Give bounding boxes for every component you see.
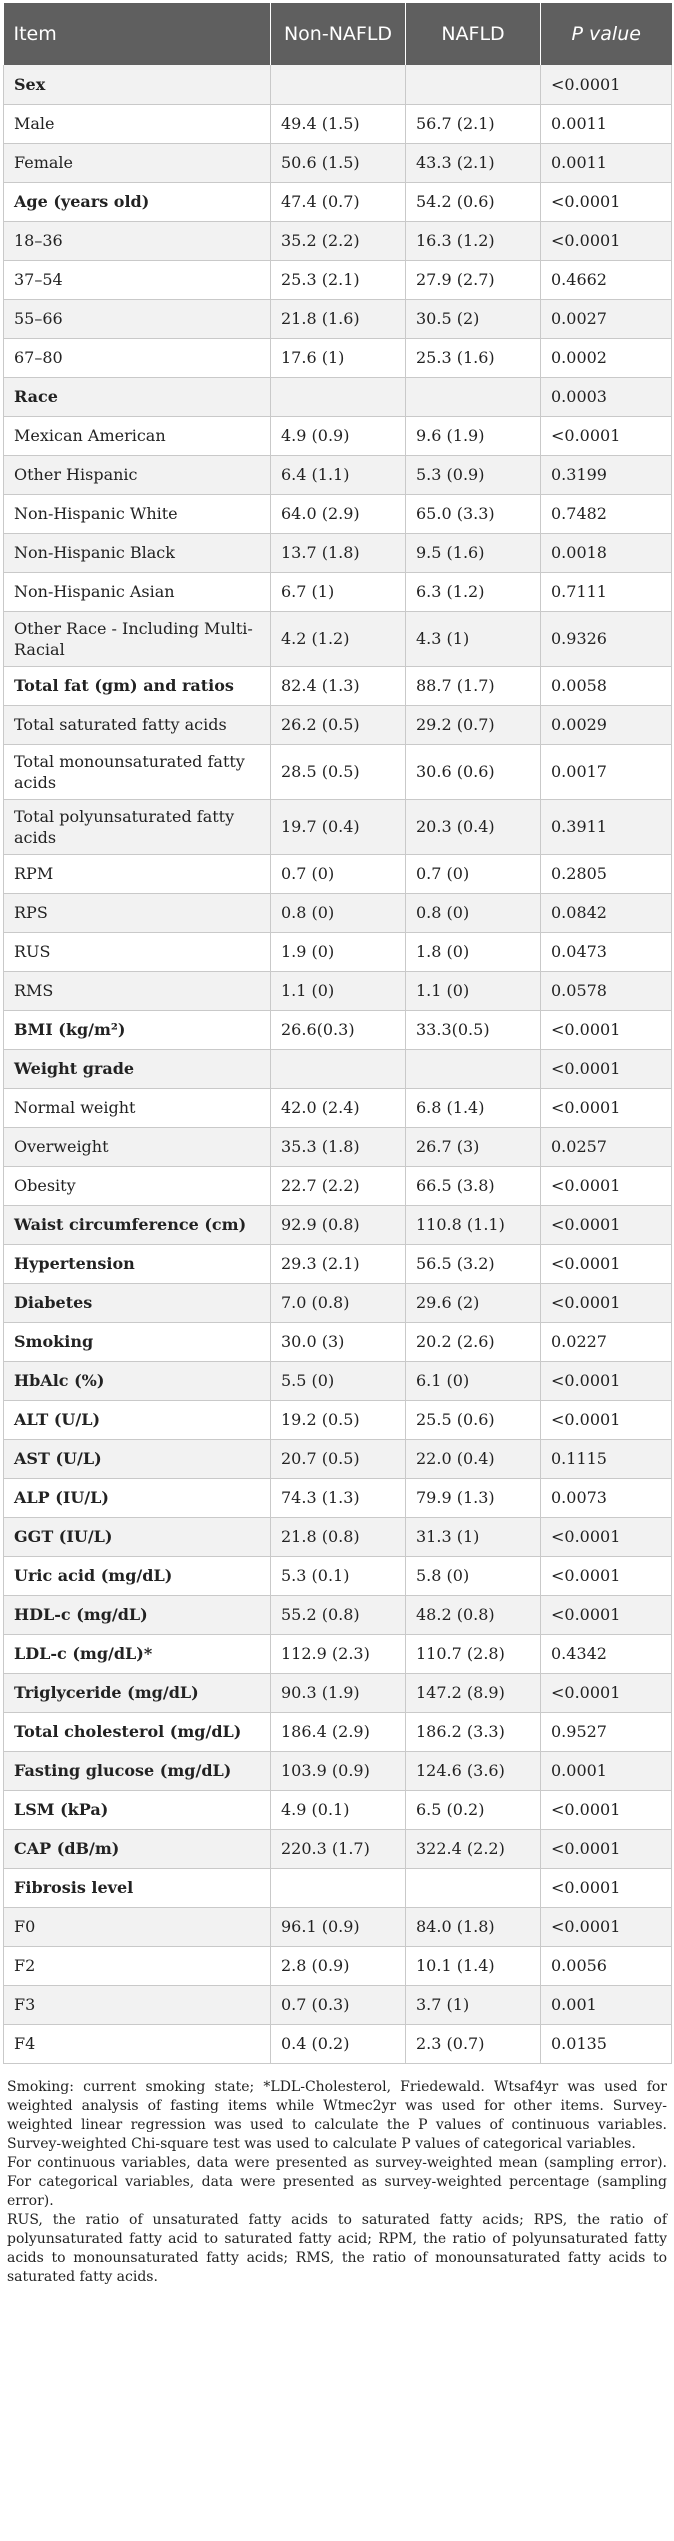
p-value-cell: 0.4662	[541, 260, 672, 299]
nafld-value-cell: 3.7 (1)	[406, 1985, 541, 2024]
p-value-cell: 0.0058	[541, 666, 672, 705]
nafld-value-cell: 9.6 (1.9)	[406, 416, 541, 455]
table-row	[4, 1517, 672, 1556]
non-nafld-value-cell	[271, 1868, 406, 1907]
row-label-cell: Non-Hispanic Black	[4, 533, 271, 572]
row-label-cell: RUS	[4, 932, 271, 971]
row-label-cell: Fibrosis level	[4, 1868, 271, 1907]
non-nafld-value-cell: 22.7 (2.2)	[271, 1166, 406, 1205]
table-row	[4, 1010, 672, 1049]
p-value-cell: 0.0029	[541, 705, 672, 744]
p-value-cell: 0.0003	[541, 377, 672, 416]
row-label-cell: LSM (kPa)	[4, 1790, 271, 1829]
nafld-value-cell: 65.0 (3.3)	[406, 494, 541, 533]
p-value-cell: 0.0073	[541, 1478, 672, 1517]
non-nafld-value-cell: 0.8 (0)	[271, 893, 406, 932]
table-row	[4, 416, 672, 455]
p-value-cell: <0.0001	[541, 182, 672, 221]
nafld-value-cell: 27.9 (2.7)	[406, 260, 541, 299]
p-value-cell: 0.0257	[541, 1127, 672, 1166]
non-nafld-value-cell: 103.9 (0.9)	[271, 1751, 406, 1790]
table-row	[4, 455, 672, 494]
nafld-value-cell: 56.5 (3.2)	[406, 1244, 541, 1283]
header-p-value	[541, 3, 672, 65]
p-value-cell: <0.0001	[541, 1244, 672, 1283]
nafld-value-cell: 186.2 (3.3)	[406, 1712, 541, 1751]
non-nafld-value-cell: 0.4 (0.2)	[271, 2024, 406, 2063]
p-value-cell: 0.3911	[541, 799, 672, 854]
row-label-cell: Uric acid (mg/dL)	[4, 1556, 271, 1595]
row-label-cell: Non-Hispanic Asian	[4, 572, 271, 611]
nafld-value-cell	[406, 1868, 541, 1907]
nafld-value-cell: 33.3(0.5)	[406, 1010, 541, 1049]
table-row	[4, 1361, 672, 1400]
nafld-value-cell: 4.3 (1)	[406, 611, 541, 666]
table-row	[4, 1205, 672, 1244]
header-item: Item	[4, 3, 271, 65]
table-row	[4, 1088, 672, 1127]
nafld-value-cell: 25.5 (0.6)	[406, 1400, 541, 1439]
row-label-cell: GGT (IU/L)	[4, 1517, 271, 1556]
nafld-value-cell: 110.7 (2.8)	[406, 1634, 541, 1673]
table-row	[4, 572, 672, 611]
non-nafld-value-cell: 96.1 (0.9)	[271, 1907, 406, 1946]
non-nafld-value-cell: 50.6 (1.5)	[271, 143, 406, 182]
row-label-cell: BMI (kg/m²)	[4, 1010, 271, 1049]
p-value-cell: <0.0001	[541, 1361, 672, 1400]
row-label-cell: ALP (IU/L)	[4, 1478, 271, 1517]
row-label-cell: HbAlc (%)	[4, 1361, 271, 1400]
non-nafld-value-cell: 25.3 (2.1)	[271, 260, 406, 299]
table-row	[4, 2024, 672, 2063]
table-header	[4, 3, 672, 65]
p-value-cell: 0.001	[541, 1985, 672, 2024]
table-row	[4, 854, 672, 893]
non-nafld-value-cell: 30.0 (3)	[271, 1322, 406, 1361]
table-row	[4, 611, 672, 666]
p-value-cell: 0.0011	[541, 143, 672, 182]
non-nafld-value-cell: 4.9 (0.1)	[271, 1790, 406, 1829]
row-label-cell: 18–36	[4, 221, 271, 260]
table-row	[4, 338, 672, 377]
non-nafld-value-cell: 112.9 (2.3)	[271, 1634, 406, 1673]
row-label-cell: Triglyceride (mg/dL)	[4, 1673, 271, 1712]
nafld-value-cell: 30.5 (2)	[406, 299, 541, 338]
row-label-cell: ALT (U/L)	[4, 1400, 271, 1439]
row-label-cell: Smoking	[4, 1322, 271, 1361]
non-nafld-value-cell: 21.8 (0.8)	[271, 1517, 406, 1556]
non-nafld-value-cell	[271, 65, 406, 104]
row-label-cell: RPM	[4, 854, 271, 893]
non-nafld-value-cell: 5.3 (0.1)	[271, 1556, 406, 1595]
p-value-cell: <0.0001	[541, 416, 672, 455]
row-label-cell: Total fat (gm) and ratios	[4, 666, 271, 705]
table-row	[4, 65, 672, 104]
row-label-cell: Fasting glucose (mg/dL)	[4, 1751, 271, 1790]
table-row	[4, 1127, 672, 1166]
nafld-value-cell: 2.3 (0.7)	[406, 2024, 541, 2063]
p-value-cell: 0.3199	[541, 455, 672, 494]
row-label-cell: Race	[4, 377, 271, 416]
p-value-cell: <0.0001	[541, 221, 672, 260]
non-nafld-value-cell: 6.7 (1)	[271, 572, 406, 611]
non-nafld-value-cell	[271, 1049, 406, 1088]
p-value-cell: <0.0001	[541, 1205, 672, 1244]
nafld-value-cell: 29.2 (0.7)	[406, 705, 541, 744]
nafld-value-cell: 43.3 (2.1)	[406, 143, 541, 182]
non-nafld-value-cell: 26.2 (0.5)	[271, 705, 406, 744]
table-row	[4, 1790, 672, 1829]
row-label-cell: LDL-c (mg/dL)*	[4, 1634, 271, 1673]
non-nafld-value-cell: 1.1 (0)	[271, 971, 406, 1010]
non-nafld-value-cell: 6.4 (1.1)	[271, 455, 406, 494]
nafld-value-cell: 79.9 (1.3)	[406, 1478, 541, 1517]
nafld-value-cell: 22.0 (0.4)	[406, 1439, 541, 1478]
table-row	[4, 1244, 672, 1283]
results-table	[3, 3, 672, 2064]
row-label-cell: Obesity	[4, 1166, 271, 1205]
row-label-cell: Total saturated fatty acids	[4, 705, 271, 744]
non-nafld-value-cell: 1.9 (0)	[271, 932, 406, 971]
table-body	[4, 65, 672, 2063]
table-row	[4, 893, 672, 932]
p-value-cell: 0.0056	[541, 1946, 672, 1985]
p-value-cell: 0.7482	[541, 494, 672, 533]
nafld-value-cell: 20.3 (0.4)	[406, 799, 541, 854]
row-label-cell: RMS	[4, 971, 271, 1010]
row-label-cell: HDL-c (mg/dL)	[4, 1595, 271, 1634]
row-label-cell: RPS	[4, 893, 271, 932]
p-value-cell: <0.0001	[541, 1907, 672, 1946]
row-label-cell: 37–54	[4, 260, 271, 299]
p-value-cell: <0.0001	[541, 1595, 672, 1634]
table-row	[4, 221, 672, 260]
nafld-value-cell: 0.8 (0)	[406, 893, 541, 932]
non-nafld-value-cell: 28.5 (0.5)	[271, 744, 406, 799]
p-value-cell: 0.7111	[541, 572, 672, 611]
nafld-value-cell: 322.4 (2.2)	[406, 1829, 541, 1868]
table-row	[4, 299, 672, 338]
p-value-cell: <0.0001	[541, 1088, 672, 1127]
nafld-value-cell: 1.8 (0)	[406, 932, 541, 971]
row-label-cell: F3	[4, 1985, 271, 2024]
nafld-value-cell: 88.7 (1.7)	[406, 666, 541, 705]
nafld-value-cell: 20.2 (2.6)	[406, 1322, 541, 1361]
p-value-cell: 0.0001	[541, 1751, 672, 1790]
non-nafld-value-cell: 17.6 (1)	[271, 338, 406, 377]
non-nafld-value-cell: 21.8 (1.6)	[271, 299, 406, 338]
non-nafld-value-cell: 7.0 (0.8)	[271, 1283, 406, 1322]
p-value-cell: 0.4342	[541, 1634, 672, 1673]
p-value-cell: <0.0001	[541, 1868, 672, 1907]
non-nafld-value-cell: 92.9 (0.8)	[271, 1205, 406, 1244]
table-row	[4, 705, 672, 744]
nafld-value-cell: 56.7 (2.1)	[406, 104, 541, 143]
nafld-value-cell: 31.3 (1)	[406, 1517, 541, 1556]
p-value-cell: 0.0135	[541, 2024, 672, 2063]
row-label-cell: AST (U/L)	[4, 1439, 271, 1478]
header-nafld: NAFLD	[406, 3, 541, 65]
row-label-cell: Male	[4, 104, 271, 143]
nafld-value-cell: 6.5 (0.2)	[406, 1790, 541, 1829]
row-label-cell: Mexican American	[4, 416, 271, 455]
row-label-cell: Diabetes	[4, 1283, 271, 1322]
row-label-cell: Non-Hispanic White	[4, 494, 271, 533]
p-value-cell: 0.0018	[541, 533, 672, 572]
row-label-cell: Total monounsaturated fatty acids	[4, 744, 271, 799]
p-value-cell: <0.0001	[541, 1556, 672, 1595]
nafld-value-cell: 26.7 (3)	[406, 1127, 541, 1166]
p-value-cell: 0.0842	[541, 893, 672, 932]
row-label-cell: Normal weight	[4, 1088, 271, 1127]
table-row	[4, 1049, 672, 1088]
table-row	[4, 1400, 672, 1439]
row-label-cell: Hypertension	[4, 1244, 271, 1283]
table-row	[4, 932, 672, 971]
table-row	[4, 1985, 672, 2024]
nafld-value-cell: 9.5 (1.6)	[406, 533, 541, 572]
non-nafld-value-cell: 35.3 (1.8)	[271, 1127, 406, 1166]
row-label-cell: Total polyunsaturated fatty acids	[4, 799, 271, 854]
footnote-2: For continuous variables, data were presented as survey-weighted mean (sampling error). For categorical variables, data were presented as survey-weighted percentage (sampling error).	[7, 2154, 667, 2209]
p-value-cell: 0.1115	[541, 1439, 672, 1478]
table-row	[4, 104, 672, 143]
non-nafld-value-cell: 42.0 (2.4)	[271, 1088, 406, 1127]
nafld-value-cell: 147.2 (8.9)	[406, 1673, 541, 1712]
non-nafld-value-cell: 90.3 (1.9)	[271, 1673, 406, 1712]
header-non-nafld: Non-NAFLD	[271, 3, 406, 65]
table-row	[4, 494, 672, 533]
row-label-cell: Total cholesterol (mg/dL)	[4, 1712, 271, 1751]
nafld-value-cell: 10.1 (1.4)	[406, 1946, 541, 1985]
table-row	[4, 1634, 672, 1673]
row-label-cell: Female	[4, 143, 271, 182]
row-label-cell: Sex	[4, 65, 271, 104]
p-value-cell: <0.0001	[541, 1517, 672, 1556]
non-nafld-value-cell: 49.4 (1.5)	[271, 104, 406, 143]
nafld-value-cell: 6.1 (0)	[406, 1361, 541, 1400]
row-label-cell: 55–66	[4, 299, 271, 338]
table-row	[4, 260, 672, 299]
table-row	[4, 1283, 672, 1322]
row-label-cell: CAP (dB/m)	[4, 1829, 271, 1868]
footnote-3: RUS, the ratio of unsaturated fatty acids to saturated fatty acids; RPS, the ratio of polyunsaturated fatty acid to saturated fatty acid; RPM, the ratio of polyunsaturated fatty acids to monounsaturated fatty acids; RMS, the ratio of monounsaturated fatty acids to saturated fatty acids.	[7, 2211, 667, 2285]
table-row	[4, 744, 672, 799]
non-nafld-value-cell: 186.4 (2.9)	[271, 1712, 406, 1751]
non-nafld-value-cell	[271, 377, 406, 416]
row-label-cell: Weight grade	[4, 1049, 271, 1088]
non-nafld-value-cell: 4.9 (0.9)	[271, 416, 406, 455]
table-row	[4, 1751, 672, 1790]
nafld-value-cell: 16.3 (1.2)	[406, 221, 541, 260]
nafld-value-cell: 84.0 (1.8)	[406, 1907, 541, 1946]
nafld-value-cell: 6.8 (1.4)	[406, 1088, 541, 1127]
nafld-value-cell: 29.6 (2)	[406, 1283, 541, 1322]
non-nafld-value-cell: 19.2 (0.5)	[271, 1400, 406, 1439]
table-row	[4, 1829, 672, 1868]
table-row	[4, 533, 672, 572]
table-row	[4, 377, 672, 416]
non-nafld-value-cell: 64.0 (2.9)	[271, 494, 406, 533]
table-row	[4, 1907, 672, 1946]
header-p-value-text: P value	[571, 23, 641, 45]
table-row	[4, 182, 672, 221]
non-nafld-value-cell: 4.2 (1.2)	[271, 611, 406, 666]
p-value-cell: <0.0001	[541, 65, 672, 104]
nafld-value-cell: 6.3 (1.2)	[406, 572, 541, 611]
table-row	[4, 1166, 672, 1205]
table-row	[4, 1478, 672, 1517]
p-value-cell: <0.0001	[541, 1790, 672, 1829]
non-nafld-value-cell: 2.8 (0.9)	[271, 1946, 406, 1985]
nafld-value-cell: 48.2 (0.8)	[406, 1595, 541, 1634]
non-nafld-value-cell: 47.4 (0.7)	[271, 182, 406, 221]
p-value-cell: 0.0473	[541, 932, 672, 971]
non-nafld-value-cell: 20.7 (0.5)	[271, 1439, 406, 1478]
p-value-cell: <0.0001	[541, 1673, 672, 1712]
table-row	[4, 1595, 672, 1634]
row-label-cell: Other Race - Including Multi-Racial	[4, 611, 271, 666]
p-value-cell: 0.0002	[541, 338, 672, 377]
row-label-cell: F4	[4, 2024, 271, 2063]
non-nafld-value-cell: 220.3 (1.7)	[271, 1829, 406, 1868]
table-row	[4, 1322, 672, 1361]
row-label-cell: Overweight	[4, 1127, 271, 1166]
p-value-cell: <0.0001	[541, 1010, 672, 1049]
nafld-value-cell: 0.7 (0)	[406, 854, 541, 893]
footnote-1: Smoking: current smoking state; *LDL-Cholesterol, Friedewald. Wtsaf4yr was used for weighted analysis of fasting items while Wtmec2yr was used for other items. Survey-weighted linear regression was used to calculate the P values of continuous variables. Survey-weighted Chi-square test was used to calculate P values of categorical variables.	[7, 2078, 667, 2152]
row-label-cell: 67–80	[4, 338, 271, 377]
table-row	[4, 1868, 672, 1907]
non-nafld-value-cell: 35.2 (2.2)	[271, 221, 406, 260]
p-value-cell: <0.0001	[541, 1400, 672, 1439]
table-row	[4, 1673, 672, 1712]
nafld-value-cell	[406, 377, 541, 416]
p-value-cell: 0.0578	[541, 971, 672, 1010]
nafld-value-cell: 110.8 (1.1)	[406, 1205, 541, 1244]
row-label-cell: F2	[4, 1946, 271, 1985]
nafld-value-cell: 5.3 (0.9)	[406, 455, 541, 494]
row-label-cell: Age (years old)	[4, 182, 271, 221]
p-value-cell: <0.0001	[541, 1283, 672, 1322]
nafld-value-cell: 25.3 (1.6)	[406, 338, 541, 377]
non-nafld-value-cell: 74.3 (1.3)	[271, 1478, 406, 1517]
non-nafld-value-cell: 13.7 (1.8)	[271, 533, 406, 572]
non-nafld-value-cell: 0.7 (0)	[271, 854, 406, 893]
nafld-value-cell: 124.6 (3.6)	[406, 1751, 541, 1790]
p-value-cell: 0.9326	[541, 611, 672, 666]
non-nafld-value-cell: 5.5 (0)	[271, 1361, 406, 1400]
table-row	[4, 1439, 672, 1478]
table-row	[4, 799, 672, 854]
p-value-cell: <0.0001	[541, 1049, 672, 1088]
table-row	[4, 666, 672, 705]
non-nafld-value-cell: 55.2 (0.8)	[271, 1595, 406, 1634]
p-value-cell: 0.0017	[541, 744, 672, 799]
table-row	[4, 1712, 672, 1751]
non-nafld-value-cell: 26.6(0.3)	[271, 1010, 406, 1049]
p-value-cell: <0.0001	[541, 1829, 672, 1868]
table-row	[4, 971, 672, 1010]
p-value-cell: 0.0011	[541, 104, 672, 143]
nafld-value-cell	[406, 65, 541, 104]
nafld-value-cell	[406, 1049, 541, 1088]
non-nafld-value-cell: 19.7 (0.4)	[271, 799, 406, 854]
p-value-cell: 0.2805	[541, 854, 672, 893]
p-value-cell: 0.0027	[541, 299, 672, 338]
nafld-value-cell: 1.1 (0)	[406, 971, 541, 1010]
row-label-cell: Other Hispanic	[4, 455, 271, 494]
p-value-cell: 0.0227	[541, 1322, 672, 1361]
table-row	[4, 1946, 672, 1985]
p-value-cell: 0.9527	[541, 1712, 672, 1751]
nafld-value-cell: 66.5 (3.8)	[406, 1166, 541, 1205]
row-label-cell: Waist circumference (cm)	[4, 1205, 271, 1244]
non-nafld-value-cell: 0.7 (0.3)	[271, 1985, 406, 2024]
p-value-cell: <0.0001	[541, 1166, 672, 1205]
row-label-cell: F0	[4, 1907, 271, 1946]
header-row	[4, 3, 672, 65]
nafld-value-cell: 5.8 (0)	[406, 1556, 541, 1595]
nafld-value-cell: 30.6 (0.6)	[406, 744, 541, 799]
non-nafld-value-cell: 82.4 (1.3)	[271, 666, 406, 705]
non-nafld-value-cell: 29.3 (2.1)	[271, 1244, 406, 1283]
table-row	[4, 143, 672, 182]
table-row	[4, 1556, 672, 1595]
nafld-value-cell: 54.2 (0.6)	[406, 182, 541, 221]
table-footnotes	[3, 2064, 671, 2287]
